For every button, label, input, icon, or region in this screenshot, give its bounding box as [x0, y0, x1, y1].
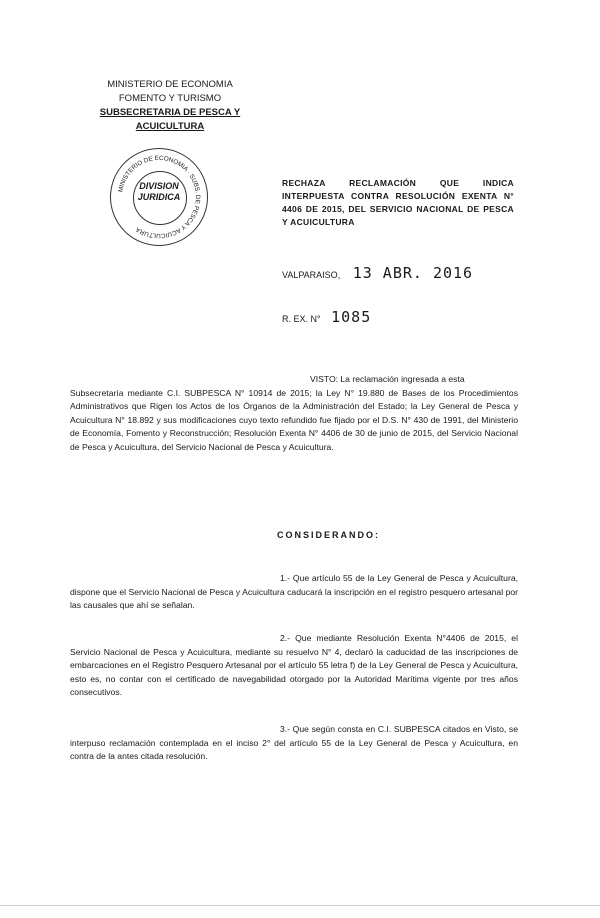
ministry-line-1: MINISTERIO DE ECONOMIA — [107, 79, 233, 90]
ministry-header — [70, 78, 270, 134]
division-juridica-stamp — [110, 148, 208, 246]
place-label: VALPARAISO, — [282, 270, 341, 280]
considerando-heading: CONSIDERANDO: — [277, 530, 381, 540]
stamp-center-line-1: DIVISION — [139, 181, 179, 191]
visto-first-line: VISTO: La reclamación ingresada a esta — [310, 374, 465, 384]
considerando-item-2: 2.- Que mediante Resolución Exenta N°4406 de 2015, el Servicio Nacional de Pesca y Acuicultura, mediante su resuelvo N° 4, declaró la caducidad de las inscripciones de embarcaciones en el Registro Pesquero Artesanal por el artículo 55 letra f) de la Ley General de Pesca y Acuicultura, esto es, no contar con el certificado de navegabilidad otorgado por la Autoridad Marítima vigente por tres años consecutivos. — [70, 633, 518, 698]
document-title: RECHAZA RECLAMACIÓN QUE INDICA INTERPUESTA CONTRA RESOLUCIÓN EXENTA N° 4406 DE 2015, DEL SERVICIO NACIONAL DE PESCA Y ACUICULTURA — [282, 178, 514, 227]
place-date — [282, 264, 473, 282]
visto-paragraph — [70, 373, 518, 455]
ministry-line-3: SUBSECRETARIA DE PESCA Y ACUICULTURA — [99, 107, 241, 132]
resolution-number — [282, 308, 371, 326]
considerando-item-1: 1.- Que artículo 55 de la Ley General de Pesca y Acuicultura, dispone que el Servicio Nacional de Pesca y Acuicultura caducará la inscripción en el registro pesquero artesanal por las causales que ahí se señalan. — [70, 573, 518, 611]
date-stamp: 13 ABR. 2016 — [352, 264, 474, 282]
rex-label: R. EX. N° — [282, 314, 321, 324]
rex-number: 1085 — [331, 308, 372, 326]
considerando-item-3: 3.- Que según consta en C.I. SUBPESCA citados en Visto, se interpuso reclamación contemplada en el inciso 2° del artículo 55 de la Ley General de Pesca y Acuicultura, en contra de la antes citada resolución. — [70, 724, 518, 762]
visto-body: Subsecretaría mediante C.I. SUBPESCA N° 10914 de 2015; la Ley N° 19.880 de Bases de los Procedimientos Administrativos que Rigen los Actos de los Órganos de la Administración del Estado; la Ley General de Pesca y Acuicultura N° 18.892 y sus modificaciones cuyo texto refundido fue fijado por el D.S. N° 430 de 1991, del Ministerio de Economía, Fomento y Reconstrucción; Resolución Exenta N° 4406 de 30 de junio de 2015, del Servicio Nacional de Pesca y Acuicultura, del Servicio Nacional de Pesca y Acuicultura. — [70, 387, 518, 452]
page-bottom-divider — [0, 905, 600, 906]
stamp-center-text — [111, 181, 207, 203]
stamp-ring-label: MINISTERIO DE ECONOMIA · SUBS. DE PESCA Y ACUICULTURA — [117, 154, 202, 240]
stamp-center-line-2: JURIDICA — [137, 192, 181, 202]
ministry-line-2: FOMENTO Y TURISMO — [118, 93, 222, 104]
